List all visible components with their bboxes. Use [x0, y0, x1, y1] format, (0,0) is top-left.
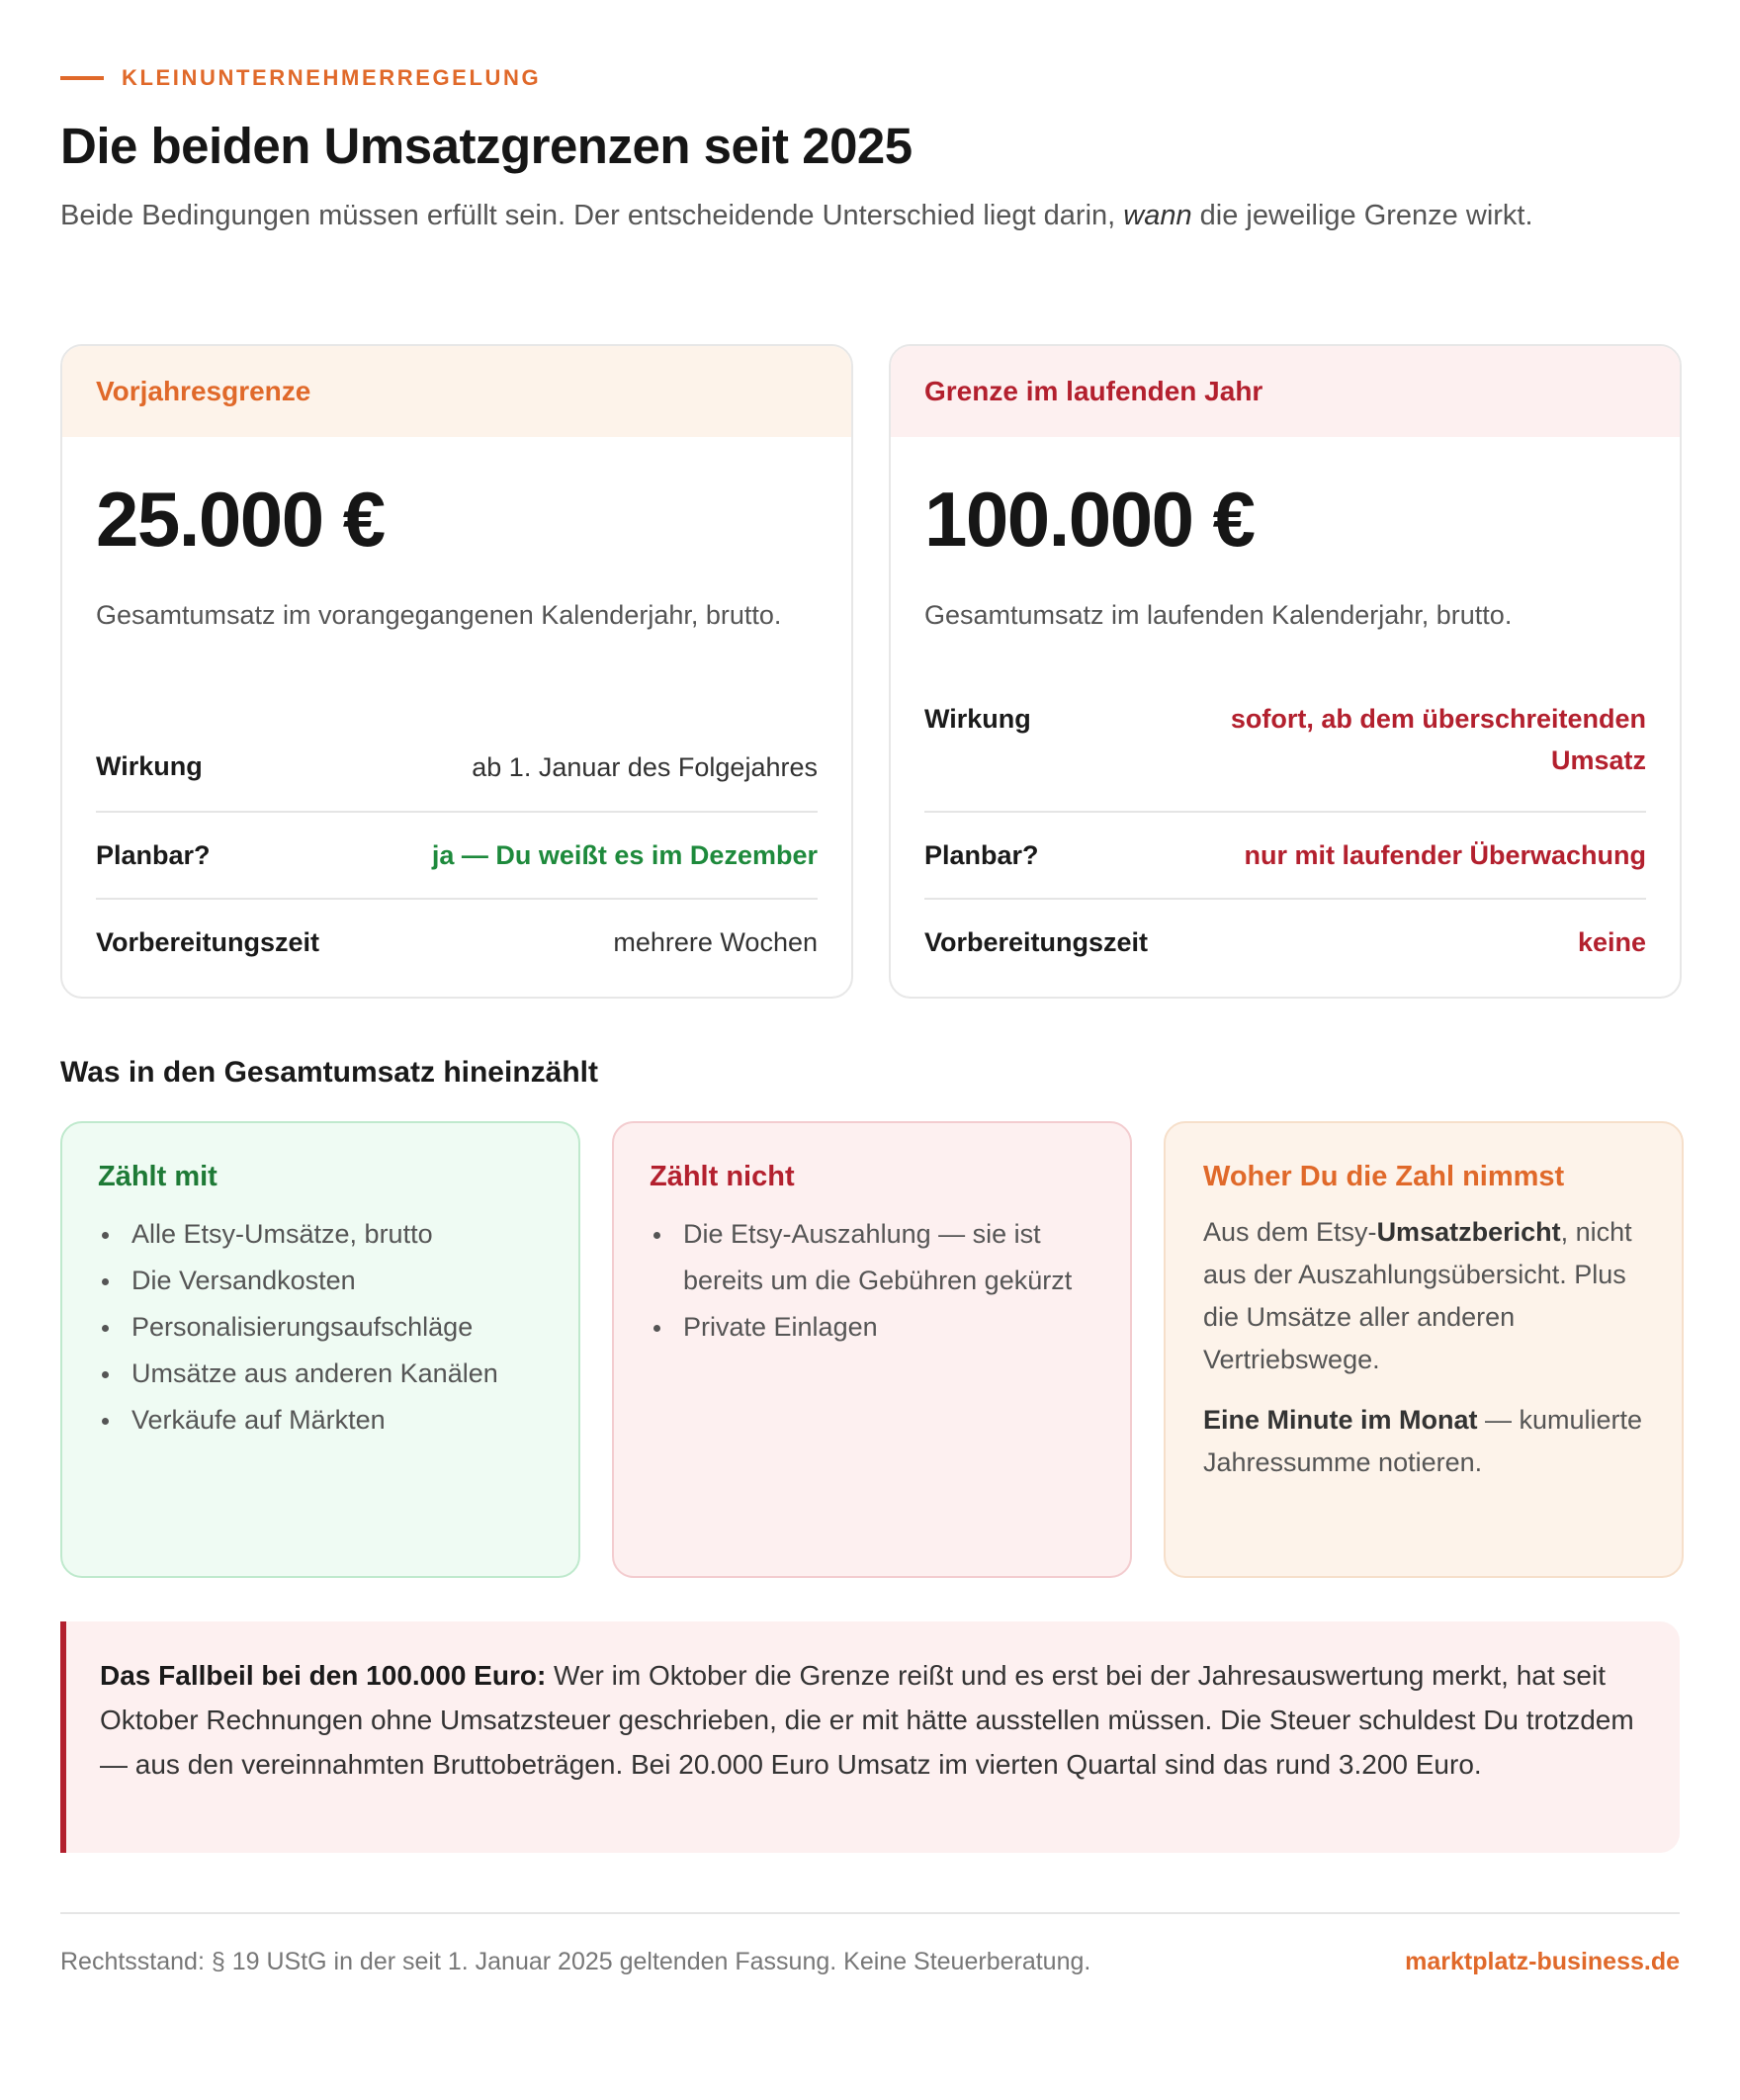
- limit-description: Gesamtumsatz im vorangegangenen Kalenderjahr, brutto.: [96, 600, 782, 630]
- callout-text: Wer im Oktober die Grenze reißt und es erst bei der Jahresauswertung merkt, hat seit Oktober Rechnungen ohne Umsatzsteuer geschrieben, die er mit hätte ausstellen müssen. Die Steuer schuldest Du trotzdem — aus den vereinnahmten Bruttobeträgen. Bei 20.000 Euro Umsatz im vierten Quartal sind das rund 3.200 Euro.: [100, 1660, 1634, 1780]
- legal-note: Rechtsstand: § 19 UStG in der seit 1. Januar 2025 geltenden Fassung. Keine Steuerberatung.: [60, 1948, 1091, 1975]
- property-row: [96, 898, 818, 997]
- property-key: Wirkung: [96, 751, 203, 781]
- box-title: Woher Du die Zahl nimmst: [1203, 1161, 1565, 1192]
- page-title: Die beiden Umsatzgrenzen seit 2025: [60, 118, 913, 174]
- callout-bold: Das Fallbeil bei den 100.000 Euro:: [100, 1660, 547, 1691]
- property-row: [924, 684, 1646, 811]
- card-heading: Grenze im laufenden Jahr: [891, 346, 1680, 437]
- text: Aus dem Etsy-: [1203, 1217, 1377, 1247]
- limit-description: Gesamtumsatz im laufenden Kalenderjahr, brutto.: [924, 600, 1513, 630]
- list-item: Verkäufe auf Märkten: [98, 1397, 541, 1444]
- subtitle-text-post: die jeweilige Grenze wirkt.: [1199, 200, 1533, 231]
- counts-list: [98, 1211, 541, 1444]
- eyebrow: [60, 65, 541, 91]
- property-value: mehrere Wochen: [613, 927, 818, 957]
- subtitle-text-pre: Beide Bedingungen müssen erfüllt sein. Der entscheidende Unterschied liegt darin,: [60, 200, 1116, 231]
- box-title: Zählt nicht: [650, 1161, 795, 1192]
- property-key: Vorbereitungszeit: [96, 926, 320, 957]
- property-value: ja — Du weißt es im Dezember: [431, 840, 818, 870]
- property-value: keine: [1577, 927, 1646, 957]
- bold-text: Umsatzbericht: [1376, 1217, 1561, 1247]
- property-rows: [924, 684, 1646, 997]
- property-key: Planbar?: [96, 839, 211, 870]
- bold-text: Eine Minute im Monat: [1203, 1405, 1478, 1435]
- box-source: [1164, 1121, 1684, 1578]
- property-row: [924, 811, 1646, 898]
- list-item: Die Etsy-Auszahlung — sie ist bereits um die Gebühren gekürzt: [650, 1211, 1092, 1304]
- property-key: Wirkung: [924, 704, 1031, 734]
- box-counts: [60, 1121, 580, 1578]
- list-item: Die Versandkosten: [98, 1258, 541, 1304]
- list-item: Alle Etsy-Umsätze, brutto: [98, 1211, 541, 1258]
- list-item: Personalisierungsaufschläge: [98, 1304, 541, 1351]
- property-row: [924, 898, 1646, 997]
- source-paragraph: [1203, 1211, 1644, 1381]
- list-item: Private Einlagen: [650, 1304, 1092, 1351]
- property-key: Vorbereitungszeit: [924, 926, 1149, 957]
- source-tip: [1203, 1399, 1644, 1484]
- footer-divider: [60, 1912, 1680, 1914]
- value-line: sofort, ab dem überschreitenden: [1230, 704, 1646, 734]
- subtitle-emphasis: wann: [1123, 200, 1192, 231]
- page-subtitle: [60, 194, 1543, 238]
- property-key: Planbar?: [924, 839, 1039, 870]
- section-title: Was in den Gesamtumsatz hineinzählt: [60, 1056, 598, 1089]
- brand-link[interactable]: marktplatz-business.de: [1405, 1948, 1680, 1975]
- property-value: nur mit laufender Überwachung: [1244, 840, 1646, 870]
- card-current-year-limit: [889, 344, 1682, 999]
- not-counts-list: [650, 1211, 1092, 1351]
- box-not-counts: [612, 1121, 1132, 1578]
- limit-amount: 25.000 €: [96, 476, 385, 563]
- list-item: Umsätze aus anderen Kanälen: [98, 1351, 541, 1397]
- warning-callout: [60, 1621, 1680, 1853]
- card-prior-year-limit: [60, 344, 853, 999]
- text: — kumulierte Jahressumme notieren.: [1203, 1405, 1643, 1477]
- box-title: Zählt mit: [98, 1161, 218, 1192]
- value-line: Umsatz: [1550, 745, 1646, 775]
- text: , nicht aus der Auszahlungsübersicht. Plus die Umsätze aller anderen Vertriebswege.: [1203, 1217, 1632, 1374]
- property-rows: [96, 723, 818, 997]
- property-value: [1231, 698, 1646, 781]
- property-value: ab 1. Januar des Folgejahres: [472, 751, 818, 782]
- property-row: [96, 723, 818, 811]
- eyebrow-line: [60, 76, 104, 80]
- limit-amount: 100.000 €: [924, 476, 1255, 563]
- eyebrow-text: KLEINUNTERNEHMERREGELUNG: [122, 65, 542, 90]
- card-heading: Vorjahresgrenze: [62, 346, 851, 437]
- property-row: [96, 811, 818, 898]
